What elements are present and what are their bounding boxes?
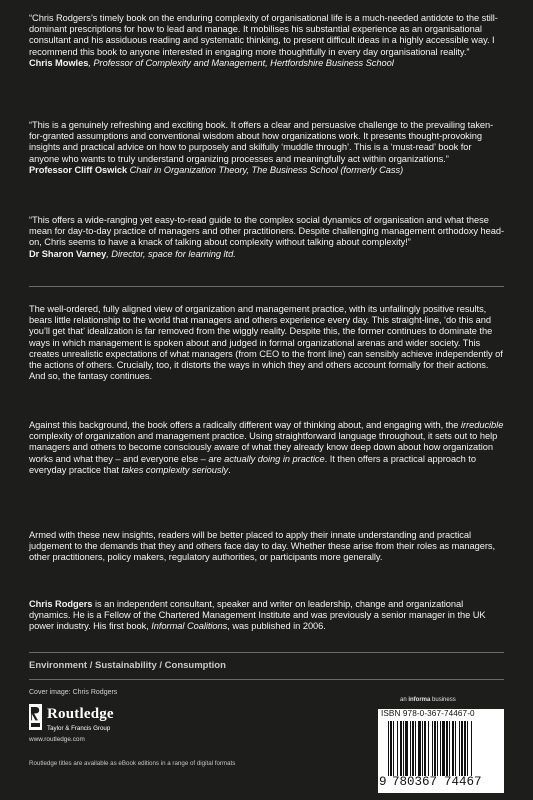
text-run: Against this background, the book offers a radically different way of thinking about, and engaging with, the — [29, 420, 461, 430]
text-run: . — [228, 464, 231, 475]
paragraph-text — [29, 599, 504, 633]
barcode-bar — [446, 721, 448, 776]
barcode-bar — [400, 721, 402, 776]
barcode-bar — [455, 721, 456, 776]
endorser-name: Dr Sharon Varney — [29, 248, 107, 259]
barcode-bar — [432, 721, 433, 776]
barcode-bar — [464, 721, 466, 776]
publisher-name: Routledge — [47, 706, 114, 722]
barcode-bar — [459, 721, 460, 776]
subject-category: Environment / Sustainability / Consumption — [29, 660, 226, 671]
barcode-bar — [422, 721, 423, 776]
barcode-bar — [388, 721, 389, 776]
barcode-bar — [428, 721, 429, 776]
text-run: , was published in 2006. — [227, 621, 326, 632]
endorsement-quote: “This is a genuinely refreshing and exciting book. It offers a clear and persuasive challenge to the prevailing taken-for-granted assumptions and conventional wisdom about how organizations work. It presents thought-provoking insights and practical advice on how to purposely and skilfully ‘muddle through’. This is a ‘must-read’ book for anyone who wants to truly understand organizing processes and meaningfully act within organizations.” — [29, 120, 494, 164]
barcode-bar — [410, 721, 411, 776]
endorsement-quote: “This offers a wide-ranging yet easy-to-read guide to the complex social dynamics of organisation and what these mean for day-to-day practice of managers and other practitioners. Despite challenging management orthodoxy head-on, Chris seems to have a knack of talking about complexity without talking about complexity!” — [29, 215, 505, 248]
endorsement-attribution — [29, 249, 504, 260]
barcode-bar — [418, 721, 421, 776]
endorsement-3 — [29, 215, 504, 260]
publisher-logo — [29, 704, 159, 744]
barcode-bar — [452, 721, 454, 776]
barcode-bar — [434, 721, 436, 776]
barcode-bar — [393, 721, 394, 776]
cover-credit: Cover image: Chris Rodgers — [29, 689, 118, 696]
author-bio — [29, 599, 504, 633]
barcode-bar — [440, 721, 441, 776]
informa-brand: informa — [408, 697, 431, 703]
barcode-bar — [461, 721, 463, 776]
text-run: complexity of organization and management practice. Using straightforward language throughout, it sets out to help managers and others to become consciously aware of what they already know deep down about how organization works and what they – and everyone else – — [29, 431, 498, 464]
informa-tagline — [400, 697, 456, 703]
endorser-role: Chair in Organization Theory, The Business School (formerly Cass) — [127, 164, 404, 175]
ebook-note: Routledge titles are available as eBook editions in a range of digital formats — [29, 760, 236, 767]
barcode-group-2: 74467 — [444, 775, 482, 789]
barcode-bar — [403, 721, 404, 776]
text-run: business — [430, 697, 456, 703]
paragraph-text: Armed with these new insights, readers will be better placed to apply their innate understanding and practical judgement to the demands that they and others face day to day. Whether these arise from their roles as managers, other practitioners, policy makers, regulatory authorities, or participants more generally. — [29, 530, 496, 563]
publisher-url: www.routledge.com — [29, 736, 85, 743]
routledge-logo-icon — [29, 704, 42, 730]
barcode-bar — [405, 721, 408, 776]
isbn-label: ISBN 978-0-367-74467-0 — [381, 709, 475, 718]
endorser-name: Professor Cliff Oswick — [29, 164, 128, 175]
barcode-bar — [471, 721, 472, 776]
endorsement-attribution — [29, 165, 504, 176]
endorsement-1 — [29, 13, 504, 69]
endorsement-2 — [29, 120, 504, 176]
barcode-bar — [442, 721, 445, 776]
text-run: . It then offers a practical approach to everyday practice that — [29, 453, 476, 475]
book-title: Informal Coalitions — [151, 621, 228, 632]
barcode-bar — [397, 721, 398, 776]
publisher-group: Taylor & Francis Group — [47, 725, 111, 732]
barcode-bar — [467, 721, 468, 776]
endorsement-quote: “Chris Rodgers’s timely book on the enduring complexity of organisational life is a much-needed antidote to the still-dominant prescriptions for how to lead and manage. It mobilises his substantial experience as an organisational consultant and his assiduous reading and systematic thinking, to present difficult ideas in a highly accessible way. I recommend this book to anyone interested in engaging more thoughtfully in every day organisational reality.” — [29, 13, 498, 57]
paragraph-text: The well-ordered, fully aligned view of organization and management practice, with its unfailingly positive results, bears little relationship to the world that managers and others experience every day. This straight-line, ‘do this and you’ll get that’ idealization is far removed from the wiggly reality. Despite this, the former continues to dominate the ways in which management is spoken about and judged in formal organizational arenas and wider society. This creates unrealistic expectations of what managers (from CEO to the front line) can sensibly achieve independently of the actions of others. Crucially, too, it distorts the ways in which they and others account formally for their actions. And so, the fantasy continues. — [29, 304, 503, 382]
barcode-group-1: 780367 — [392, 775, 438, 789]
text-run: is an independent consultant, speaker and writer on leadership, change and organizational dynamics. He is a Fellow of the Chartered Management Institute and was previously a senior manager in the UK power industry. His first book, — [29, 599, 486, 632]
barcode — [378, 709, 504, 793]
endorser-role: , Director, space for learning ltd. — [106, 248, 236, 259]
barcode-bar — [424, 721, 426, 776]
description-paragraph-2 — [29, 420, 504, 476]
barcode-bar — [412, 721, 414, 776]
divider — [29, 652, 504, 653]
barcode-bar — [437, 721, 438, 776]
barcode-bar — [390, 721, 392, 776]
paragraph-text — [29, 420, 504, 476]
divider — [29, 679, 504, 680]
barcode-bars — [388, 721, 500, 776]
description-paragraph-1 — [29, 304, 504, 382]
emphasis: takes complexity seriously — [121, 464, 229, 475]
divider — [29, 286, 504, 287]
endorser-role: , Professor of Complexity and Management, Hertfordshire Business School — [88, 57, 394, 68]
emphasis: irreducible — [460, 420, 504, 430]
emphasis: are actually doing in practice — [208, 453, 325, 464]
description-paragraph-3 — [29, 530, 504, 564]
text-run: an — [400, 697, 409, 703]
endorsement-attribution — [29, 58, 504, 69]
barcode-lead-digit: 9 — [379, 775, 387, 789]
endorser-name: Chris Mowles — [29, 57, 89, 68]
barcode-bar — [415, 721, 416, 776]
barcode-bar — [449, 721, 450, 776]
author-name: Chris Rodgers — [29, 599, 93, 609]
